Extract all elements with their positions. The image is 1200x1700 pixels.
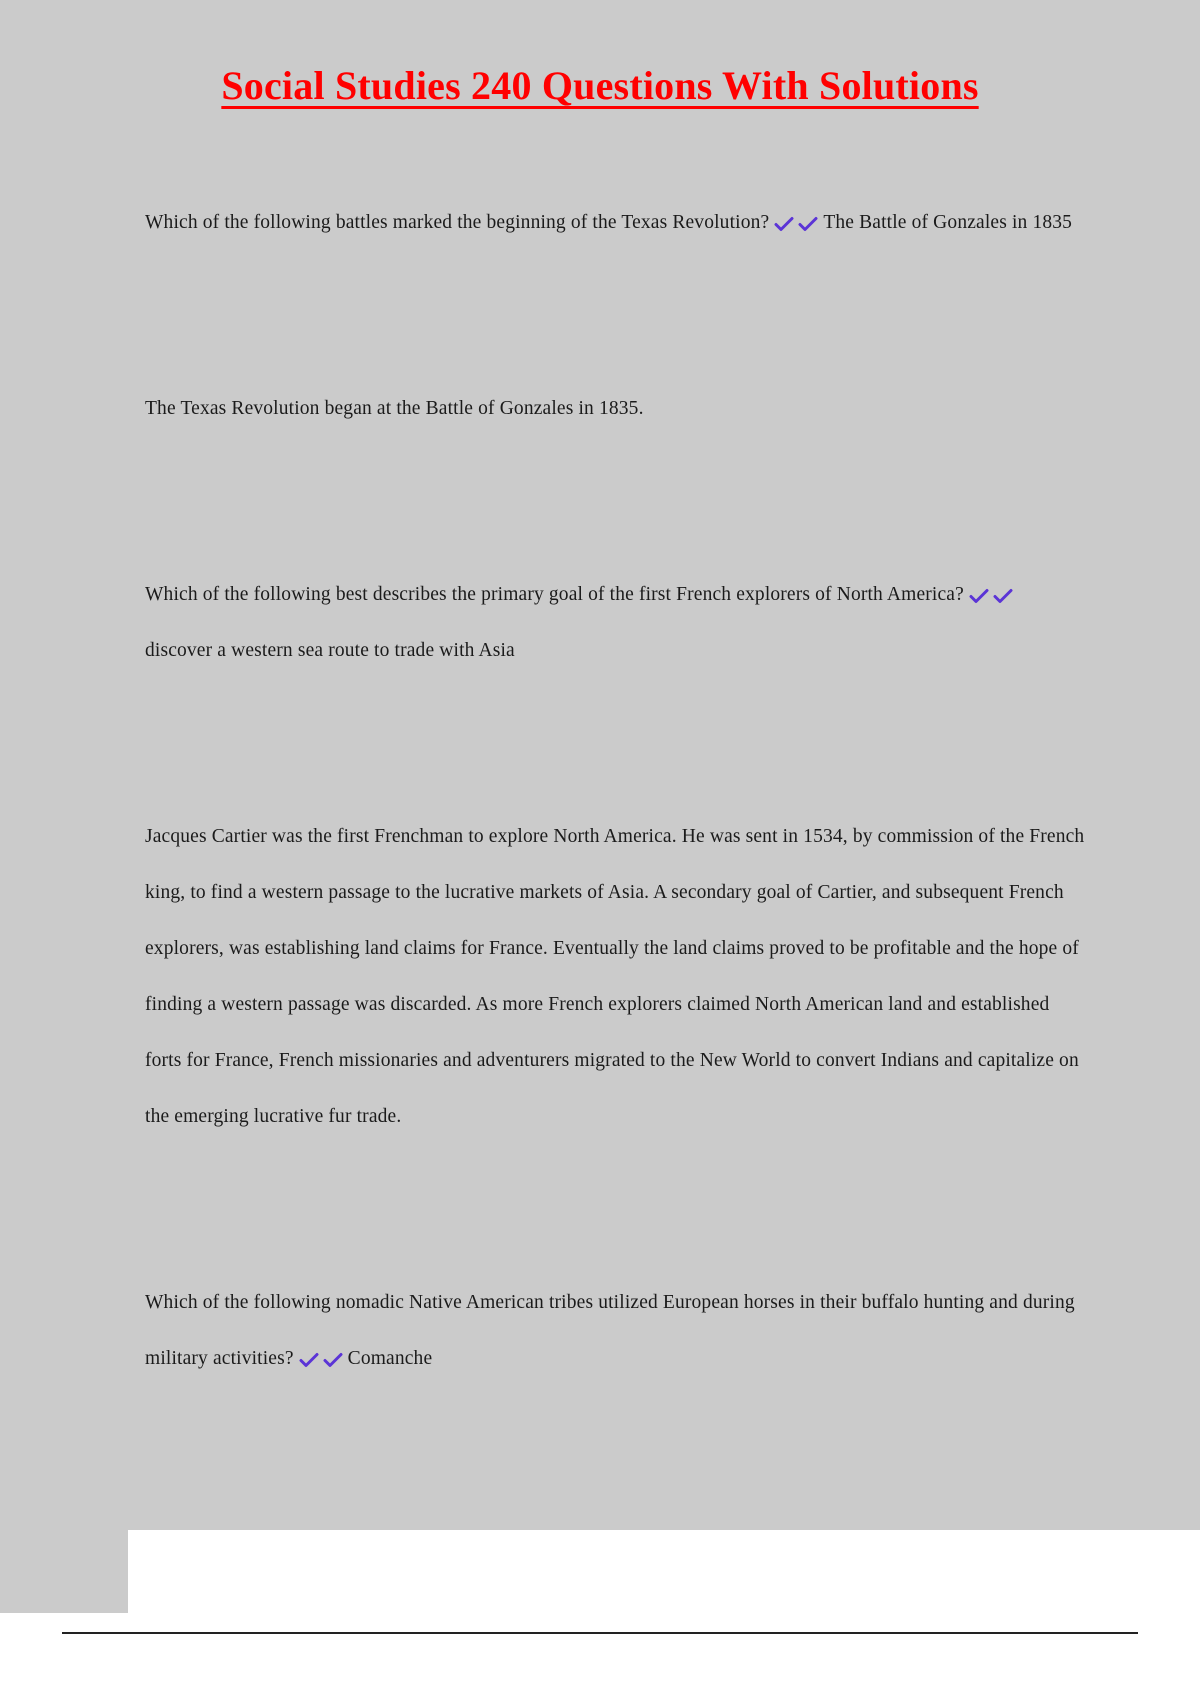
document-content bbox=[145, 195, 1085, 1387]
check-icon bbox=[969, 588, 989, 604]
explanation-text-2: Jacques Cartier was the first Frenchman to explore North America. He was sent in 1534, by commission of the French king, to find a western passage to the lucrative markets of Asia. A secondary goal of Cartier, and subsequent French explorers, was establishing land claims for France. Eventually the land claims proved to be profitable and the hope of finding a western passage was discarded. As more French explorers claimed North American land and established forts for France, French missionaries and adventurers migrated to the New World to convert Indians and capitalize on the emerging lucrative fur trade. bbox=[145, 826, 1085, 1127]
answer-checkmarks-2 bbox=[964, 567, 1018, 623]
answer-text-2: discover a western sea route to trade with Asia bbox=[145, 640, 515, 661]
question-answer-block-1 bbox=[145, 195, 1085, 251]
explanation-block-2 bbox=[145, 809, 1085, 1145]
answer-checkmarks-3 bbox=[294, 1331, 348, 1387]
question-text-3: Which of the following nomadic Native American tribes utilized European horses in their buffalo hunting and during military activities? bbox=[145, 1292, 1075, 1369]
page-bottom-left-strip bbox=[0, 1530, 128, 1613]
explanation-text-1: The Texas Revolution began at the Battle of Gonzales in 1835. bbox=[145, 398, 644, 419]
explanation-block-1 bbox=[145, 381, 1085, 437]
answer-text-1: The Battle of Gonzales in 1835 bbox=[823, 212, 1073, 233]
page-title: Social Studies 240 Questions With Solutions bbox=[221, 63, 979, 108]
check-icon bbox=[774, 216, 794, 232]
check-icon bbox=[299, 1352, 319, 1368]
check-icon bbox=[798, 216, 818, 232]
block-spacer bbox=[145, 1145, 1085, 1275]
block-spacer bbox=[145, 437, 1085, 567]
question-text-1: Which of the following battles marked the beginning of the Texas Revolution? bbox=[145, 212, 770, 233]
question-answer-block-2 bbox=[145, 567, 1085, 679]
answer-checkmarks-1 bbox=[769, 195, 823, 251]
block-spacer bbox=[145, 251, 1085, 381]
page-bottom-white-area bbox=[0, 1530, 1200, 1613]
question-answer-block-3 bbox=[145, 1275, 1085, 1387]
question-text-2: Which of the following best describes the primary goal of the first French explorers of North America? bbox=[145, 584, 964, 605]
block-spacer bbox=[145, 679, 1085, 809]
check-icon bbox=[993, 588, 1013, 604]
answer-text-3: Comanche bbox=[347, 1348, 433, 1369]
check-icon bbox=[323, 1352, 343, 1368]
footer-divider bbox=[62, 1632, 1138, 1634]
